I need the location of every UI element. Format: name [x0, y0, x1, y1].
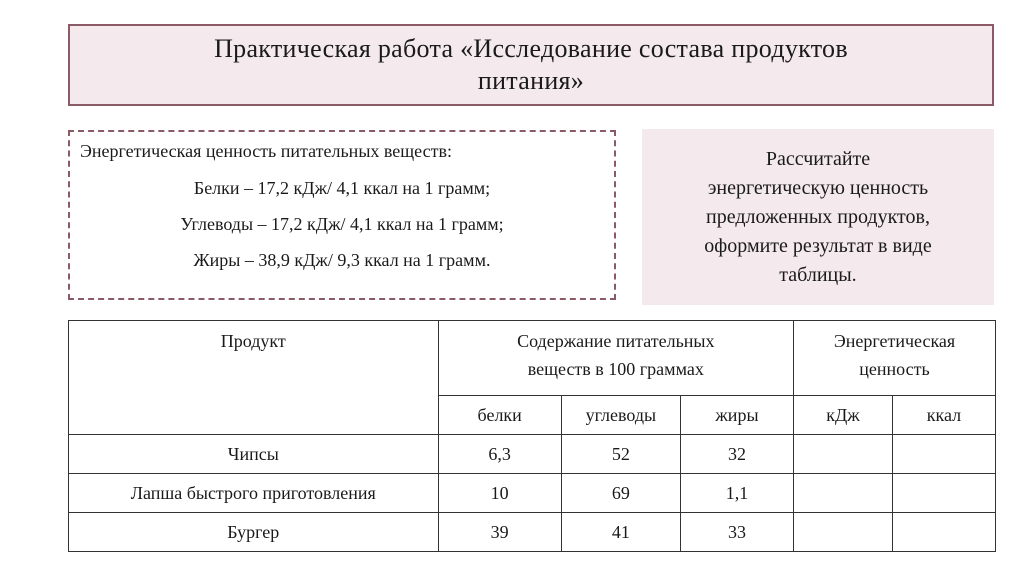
energy-heading: Энергетическая ценность питательных веществ: [80, 141, 452, 161]
cell-kcal [892, 513, 995, 552]
cell-product: Чипсы [69, 435, 439, 474]
task-text [704, 145, 931, 290]
header-content-line-2: веществ в 100 граммах [527, 359, 704, 379]
energy-value-box [68, 130, 616, 300]
header-energy [794, 321, 996, 396]
table-row [69, 435, 996, 474]
cell-carbs: 52 [561, 435, 680, 474]
task-line-2: энергетическую ценность [707, 176, 929, 199]
cell-product: Бургер [69, 513, 439, 552]
task-line-4: оформите результат в виде [704, 234, 932, 257]
cell-kj [794, 474, 893, 513]
task-line-5: таблицы. [779, 263, 857, 286]
task-line-1: Рассчитайте [765, 147, 871, 170]
page-title [214, 33, 848, 97]
table-row [69, 513, 996, 552]
subheader-carbs: углеводы [561, 396, 680, 435]
cell-kj [794, 435, 893, 474]
nutrition-table [68, 320, 996, 552]
table-header-row [69, 321, 996, 396]
energy-line-protein: Белки – 17,2 кДж/ 4,1 ккал на 1 грамм; [193, 178, 491, 198]
subheader-kj: кДж [794, 396, 893, 435]
cell-fat: 33 [680, 513, 793, 552]
header-energy-line-1: Энергетическая [833, 331, 956, 351]
header-product [69, 321, 439, 435]
cell-fat: 32 [680, 435, 793, 474]
energy-line-fat: Жиры – 38,9 кДж/ 9,3 ккал на 1 грамм. [193, 250, 491, 270]
cell-protein: 6,3 [438, 435, 561, 474]
table-row [69, 474, 996, 513]
title-line-2: питания» [477, 66, 585, 95]
title-box [68, 24, 994, 106]
subheader-fat: жиры [680, 396, 793, 435]
header-energy-line-2: ценность [859, 359, 930, 379]
cell-carbs: 41 [561, 513, 680, 552]
task-line-3: предложенных продуктов, [706, 205, 930, 228]
subheader-kcal: ккал [892, 396, 995, 435]
cell-carbs: 69 [561, 474, 680, 513]
energy-line-carbs: Углеводы – 17,2 кДж/ 4,1 ккал на 1 грамм; [180, 214, 504, 234]
cell-kcal [892, 435, 995, 474]
title-line-1: Практическая работа «Исследование состава продуктов [214, 34, 848, 63]
cell-fat: 1,1 [680, 474, 793, 513]
cell-kcal [892, 474, 995, 513]
cell-product: Лапша быстрого приготовления [69, 474, 439, 513]
header-product-label: Продукт [220, 331, 286, 351]
header-content [438, 321, 793, 396]
cell-kj [794, 513, 893, 552]
task-box [642, 129, 994, 305]
subheader-protein: белки [438, 396, 561, 435]
cell-protein: 10 [438, 474, 561, 513]
header-content-line-1: Содержание питательных [517, 331, 715, 351]
cell-protein: 39 [438, 513, 561, 552]
